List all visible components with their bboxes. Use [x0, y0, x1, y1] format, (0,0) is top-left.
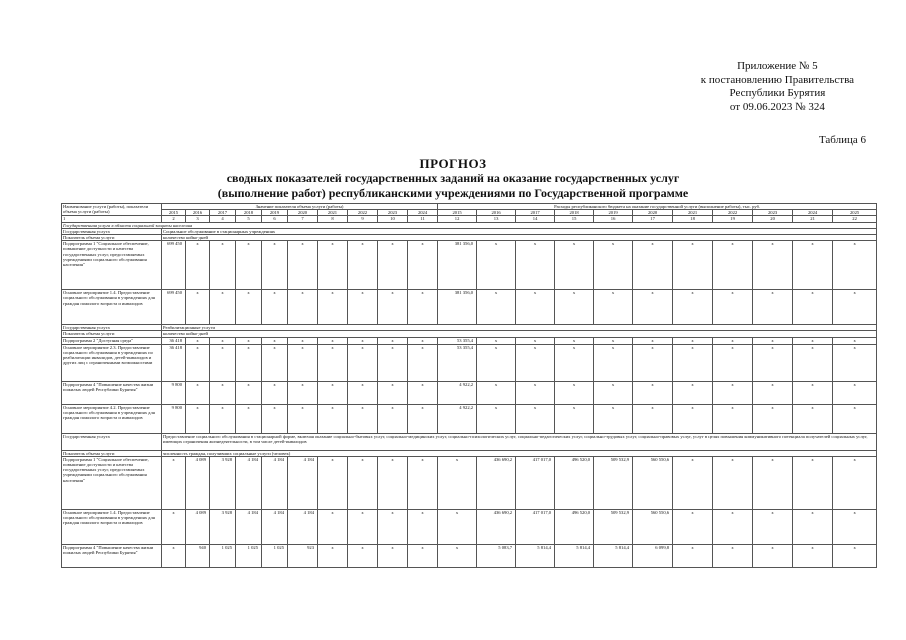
value-cell: x [186, 337, 210, 344]
value-cell: 4 089 [186, 509, 210, 544]
value-cell: x [348, 544, 378, 567]
document-title [0, 156, 906, 201]
header-volume-cell: Значение показателя объема услуги (работы) [162, 204, 438, 210]
row-name-cell: Основное мероприятие 4.2. Предоставление социального обслуживания в учреждениях для граждан пожилого возраста и инвалидов [62, 404, 162, 433]
value-cell: 4 184 [288, 509, 318, 544]
column-number-cell: 12 [438, 216, 477, 222]
row-name-cell: Основное мероприятие 1.4. Предоставление социального обслуживания в учреждениях для граждан пожилого возраста и инвалидов [62, 290, 162, 325]
value-cell: 9 800 [162, 381, 186, 404]
value-cell: x [713, 381, 753, 404]
value-cell: x [408, 290, 438, 325]
section-title: Государственная услуга в области социальной защиты населения [62, 222, 877, 228]
table-row [62, 509, 877, 544]
value-cell: x [236, 290, 262, 325]
value-cell: x [348, 404, 378, 433]
header-name-cell: Наименование услуги (работы), показатели объема услуги (работы) [62, 204, 162, 216]
value-cell: x [673, 456, 713, 509]
year-cell: 2019 [594, 210, 633, 216]
value-cell: x [186, 290, 210, 325]
value-cell: x [318, 456, 348, 509]
value-cell: x [438, 456, 477, 509]
column-number-cell: 15 [555, 216, 594, 222]
value-cell: 4 089 [186, 456, 210, 509]
value-cell: 4 184 [262, 456, 288, 509]
forecast-table [61, 203, 877, 568]
value-cell: x [262, 344, 288, 381]
value-cell: x [408, 337, 438, 344]
value-cell: 940 [186, 544, 210, 567]
value-cell: 4 184 [262, 509, 288, 544]
value-cell: x [236, 381, 262, 404]
value-cell: x [162, 456, 186, 509]
value-cell: x [833, 404, 877, 433]
value-cell: x [236, 337, 262, 344]
value-cell: x [753, 290, 793, 325]
value-cell: x [236, 344, 262, 381]
column-number-cell: 8 [318, 216, 348, 222]
value-cell: x [318, 381, 348, 404]
value-cell: x [555, 404, 594, 433]
column-number-cell: 18 [673, 216, 713, 222]
value-cell: x [378, 509, 408, 544]
value-cell: x [673, 337, 713, 344]
indicator-value: количество койко-дней [162, 235, 877, 241]
column-number-cell: 1 [62, 216, 162, 222]
value-cell: x [378, 456, 408, 509]
value-cell: 5 814,4 [516, 544, 555, 567]
value-cell: x [477, 337, 516, 344]
value-cell: 53 355,4 [438, 337, 477, 344]
year-cell: 2018 [555, 210, 594, 216]
value-cell: x [793, 509, 833, 544]
column-number-cell: 13 [477, 216, 516, 222]
indicator-value: количество койко-дней [162, 331, 877, 337]
table-row [62, 337, 877, 344]
value-cell: x [210, 337, 236, 344]
year-cell: 2022 [348, 210, 378, 216]
value-cell: x [833, 290, 877, 325]
value-cell: x [288, 404, 318, 433]
value-cell: x [477, 404, 516, 433]
table-number: Таблица 6 [818, 134, 866, 146]
row-name-cell: Подпрограмма 4 "Повышение качества жизни пожилых людей Республики Бурятия" [62, 381, 162, 404]
value-cell: x [262, 381, 288, 404]
value-cell: x [753, 381, 793, 404]
value-cell: x [555, 381, 594, 404]
column-number-cell: 14 [516, 216, 555, 222]
value-cell: x [162, 509, 186, 544]
table-row [62, 344, 877, 381]
value-cell: x [833, 241, 877, 290]
column-number-cell: 11 [408, 216, 438, 222]
indicator-label: Показатель объема услуги [62, 235, 162, 241]
value-cell: x [477, 290, 516, 325]
value-cell: x [408, 509, 438, 544]
appendix-line-4: от 09.06.2023 № 324 [729, 100, 825, 113]
value-cell: x [318, 544, 348, 567]
year-cell: 2017 [210, 210, 236, 216]
value-cell: x [753, 544, 793, 567]
value-cell: x [633, 381, 673, 404]
value-cell: x [673, 241, 713, 290]
service-label: Государственная услуга [62, 325, 162, 331]
row-name-cell: Основное мероприятие 2.3. Предоставление социального обслуживания в учреждениях по реабилитации инвалидов, детей-инвалидов и других лиц с ограниченными возможностями [62, 344, 162, 381]
value-cell: x [262, 241, 288, 290]
value-cell: x [516, 404, 555, 433]
value-cell: x [378, 381, 408, 404]
value-cell: x [673, 381, 713, 404]
value-cell: x [477, 344, 516, 381]
year-cell: 2023 [753, 210, 793, 216]
value-cell: x [633, 337, 673, 344]
value-cell: x [594, 381, 633, 404]
value-cell: x [833, 509, 877, 544]
value-cell: 496 520,0 [555, 509, 594, 544]
value-cell: x [262, 404, 288, 433]
value-cell: x [555, 241, 594, 290]
value-cell: 1 025 [262, 544, 288, 567]
value-cell: x [713, 290, 753, 325]
table-row [62, 404, 877, 433]
value-cell: 496 520,0 [555, 456, 594, 509]
value-cell: x [713, 241, 753, 290]
appendix-line-3: Республики Бурятия [729, 87, 826, 99]
value-cell: 4 922,2 [438, 404, 477, 433]
year-cell: 2021 [673, 210, 713, 216]
value-cell: x [288, 241, 318, 290]
value-cell: x [673, 509, 713, 544]
value-cell: x [713, 509, 753, 544]
value-cell: 699 450 [162, 241, 186, 290]
value-cell: x [793, 241, 833, 290]
value-cell: x [793, 544, 833, 567]
column-number-cell: 6 [262, 216, 288, 222]
value-cell: 699 450 [162, 290, 186, 325]
value-cell: x [210, 241, 236, 290]
value-cell: 509 532,9 [594, 509, 633, 544]
value-cell: 36 418 [162, 337, 186, 344]
service-value: Социальное обслуживание в стационарных учреждениях [162, 228, 877, 234]
value-cell: x [713, 344, 753, 381]
value-cell: x [516, 344, 555, 381]
service-label: Государственная услуга [62, 228, 162, 234]
value-cell: x [673, 290, 713, 325]
year-cell: 2023 [378, 210, 408, 216]
value-cell: x [210, 381, 236, 404]
value-cell: 36 418 [162, 344, 186, 381]
value-cell: x [713, 456, 753, 509]
value-cell: x [236, 404, 262, 433]
year-cell: 2015 [438, 210, 477, 216]
value-cell: x [378, 544, 408, 567]
column-number-cell: 9 [348, 216, 378, 222]
value-cell: x [288, 344, 318, 381]
title-line-2: сводных показателей государственных заданий на оказание государственных услуг [226, 171, 680, 185]
value-cell: x [318, 404, 348, 433]
value-cell: x [318, 344, 348, 381]
value-cell: x [833, 381, 877, 404]
value-cell: x [833, 544, 877, 567]
year-cell: 2016 [477, 210, 516, 216]
value-cell: x [348, 241, 378, 290]
column-number-cell: 5 [236, 216, 262, 222]
value-cell: x [348, 344, 378, 381]
value-cell: x [236, 241, 262, 290]
table-row [62, 381, 877, 404]
value-cell: x [673, 544, 713, 567]
year-cell: 2024 [408, 210, 438, 216]
value-cell: x [262, 337, 288, 344]
value-cell: x [753, 456, 793, 509]
year-cell: 2022 [713, 210, 753, 216]
year-cell: 2019 [262, 210, 288, 216]
value-cell: 4 184 [236, 456, 262, 509]
value-cell: x [318, 290, 348, 325]
table-row [62, 241, 877, 290]
value-cell: x [633, 290, 673, 325]
service-value: Реабилитационные услуги [162, 325, 877, 331]
value-cell: 1 025 [236, 544, 262, 567]
value-cell: x [186, 404, 210, 433]
value-cell: 923 [288, 544, 318, 567]
value-cell: x [594, 344, 633, 381]
column-number-cell: 7 [288, 216, 318, 222]
row-name-cell: Подпрограмма 1 "Социальное обеспечение, повышение доступности и качества государственных услуг, предоставляемых учреждениями социального обслуживания населения" [62, 241, 162, 290]
value-cell: x [753, 509, 793, 544]
value-cell: x [378, 404, 408, 433]
value-cell: x [408, 344, 438, 381]
value-cell: x [516, 337, 555, 344]
value-cell: x [438, 509, 477, 544]
value-cell: 1 025 [210, 544, 236, 567]
column-number-cell: 19 [713, 216, 753, 222]
value-cell: x [833, 456, 877, 509]
appendix-line-1: Приложение № 5 [737, 60, 818, 72]
value-cell: x [477, 241, 516, 290]
header-expense-cell: Расходы республиканского бюджета на оказание государственной услуги (выполнение работы), тыс. руб. [438, 204, 877, 210]
value-cell: x [348, 290, 378, 325]
value-cell: 509 532,9 [594, 456, 633, 509]
value-cell: x [348, 381, 378, 404]
value-cell: 381 356,0 [438, 290, 477, 325]
value-cell: x [753, 404, 793, 433]
value-cell: x [555, 344, 594, 381]
value-cell: x [594, 337, 633, 344]
value-cell: x [408, 544, 438, 567]
column-number-cell: 10 [378, 216, 408, 222]
title-line-1: ПРОГНОЗ [419, 156, 487, 171]
value-cell: x [633, 404, 673, 433]
service-value: Предоставление социального обслуживания в стационарной форме, включая оказание социально-бытовых услуг, социально-медицинских услуг, социально-психологических услуг, социально-педагогических услуг, социально-трудовых услуг, социально-правовых услуг, услуг в целях повышения коммуникативного потенциала получателей социальных услуг, имеющих ограничения жизнедеятельности, в том числе детей-инвалидов [162, 433, 877, 450]
year-cell: 2021 [318, 210, 348, 216]
column-number-cell: 2 [162, 216, 186, 222]
value-cell: 4 184 [236, 509, 262, 544]
value-cell: 417 017,0 [516, 456, 555, 509]
value-cell: x [713, 404, 753, 433]
value-cell: 3 928 [210, 509, 236, 544]
value-cell: x [318, 337, 348, 344]
value-cell: x [793, 337, 833, 344]
value-cell: x [594, 290, 633, 325]
value-cell: 560 550,6 [633, 456, 673, 509]
value-cell: 9 800 [162, 404, 186, 433]
rows-group-b [62, 337, 877, 433]
value-cell: x [348, 456, 378, 509]
value-cell: x [793, 290, 833, 325]
value-cell: x [673, 404, 713, 433]
value-cell: x [408, 241, 438, 290]
value-cell: x [408, 404, 438, 433]
value-cell: x [318, 509, 348, 544]
value-cell: 5 083,7 [477, 544, 516, 567]
indicator-label: Показатель объема услуги [62, 331, 162, 337]
value-cell: 6 099,8 [633, 544, 673, 567]
value-cell: x [633, 241, 673, 290]
value-cell: x [186, 381, 210, 404]
value-cell: x [713, 544, 753, 567]
value-cell: x [378, 337, 408, 344]
value-cell: x [516, 241, 555, 290]
value-cell: 4 922,2 [438, 381, 477, 404]
value-cell: x [833, 344, 877, 381]
value-cell: x [162, 544, 186, 567]
year-cell: 2025 [833, 210, 877, 216]
value-cell: x [210, 290, 236, 325]
value-cell: 5 814,4 [594, 544, 633, 567]
value-cell: 381 356,0 [438, 241, 477, 290]
year-cell: 2016 [186, 210, 210, 216]
value-cell: x [753, 337, 793, 344]
rows-group-a [62, 241, 877, 325]
table-row [62, 456, 877, 509]
value-cell: x [348, 509, 378, 544]
column-number-cell: 17 [633, 216, 673, 222]
year-cell: 2015 [162, 210, 186, 216]
title-line-3: (выполнение работ) республиканскими учреждениями по Государственной программе [217, 186, 689, 200]
value-cell: x [713, 337, 753, 344]
column-number-cell: 21 [793, 216, 833, 222]
value-cell: 3 928 [210, 456, 236, 509]
year-cell: 2024 [793, 210, 833, 216]
column-number-cell: 4 [210, 216, 236, 222]
appendix-line-2: к постановлению Правительства [700, 73, 854, 86]
value-cell: x [408, 381, 438, 404]
value-cell: x [555, 290, 594, 325]
value-cell: 4 184 [288, 456, 318, 509]
value-cell: x [438, 544, 477, 567]
indicator-label: Показатель объема услуги [62, 450, 162, 456]
value-cell: x [186, 344, 210, 381]
value-cell: x [833, 337, 877, 344]
value-cell: 5 814,4 [555, 544, 594, 567]
year-cell: 2018 [236, 210, 262, 216]
value-cell: 436 690,2 [477, 456, 516, 509]
value-cell: x [633, 344, 673, 381]
row-name-cell: Подпрограмма 2 "Доступная среда" [62, 337, 162, 344]
column-number-cell: 20 [753, 216, 793, 222]
value-cell: x [594, 404, 633, 433]
indicator-value: численность граждан, получивших социальные услуги (человек) [162, 450, 877, 456]
value-cell: x [186, 241, 210, 290]
value-cell: 560 550,6 [633, 509, 673, 544]
appendix-header [701, 60, 854, 114]
column-number-cell: 22 [833, 216, 877, 222]
value-cell: x [753, 344, 793, 381]
row-name-cell: Подпрограмма 1 "Социальное обеспечение, повышение доступности и качества государственных услуг, предоставляемых учреждениями социального обслуживания населения" [62, 456, 162, 509]
value-cell: x [262, 290, 288, 325]
value-cell: x [378, 344, 408, 381]
value-cell: x [516, 381, 555, 404]
value-cell: x [378, 290, 408, 325]
value-cell: x [288, 381, 318, 404]
value-cell: 417 017,0 [516, 509, 555, 544]
value-cell: x [753, 241, 793, 290]
table-row [62, 544, 877, 567]
row-name-cell: Подпрограмма 4 "Повышение качества жизни пожилых людей Республики Бурятия" [62, 544, 162, 567]
value-cell: 436 690,2 [477, 509, 516, 544]
rows-group-c [62, 456, 877, 567]
value-cell: x [210, 404, 236, 433]
value-cell: x [318, 241, 348, 290]
value-cell: x [348, 337, 378, 344]
value-cell: x [793, 456, 833, 509]
year-cell: 2017 [516, 210, 555, 216]
value-cell: 53 355,4 [438, 344, 477, 381]
value-cell: x [793, 404, 833, 433]
column-number-cell: 16 [594, 216, 633, 222]
service-row [62, 433, 877, 450]
year-cell: 2020 [288, 210, 318, 216]
column-number-cell: 3 [186, 216, 210, 222]
service-label: Государственная услуга [62, 433, 162, 450]
value-cell: x [378, 241, 408, 290]
value-cell: x [555, 337, 594, 344]
value-cell: x [673, 344, 713, 381]
value-cell: x [408, 456, 438, 509]
row-name-cell: Основное мероприятие 1.4. Предоставление социального обслуживания в учреждениях для граждан пожилого возраста и инвалидов [62, 509, 162, 544]
year-cell: 2020 [633, 210, 673, 216]
value-cell: x [793, 344, 833, 381]
value-cell: x [594, 241, 633, 290]
value-cell: x [793, 381, 833, 404]
value-cell: x [516, 290, 555, 325]
value-cell: x [288, 290, 318, 325]
value-cell: x [288, 337, 318, 344]
table-row [62, 290, 877, 325]
value-cell: x [210, 344, 236, 381]
value-cell: x [477, 381, 516, 404]
